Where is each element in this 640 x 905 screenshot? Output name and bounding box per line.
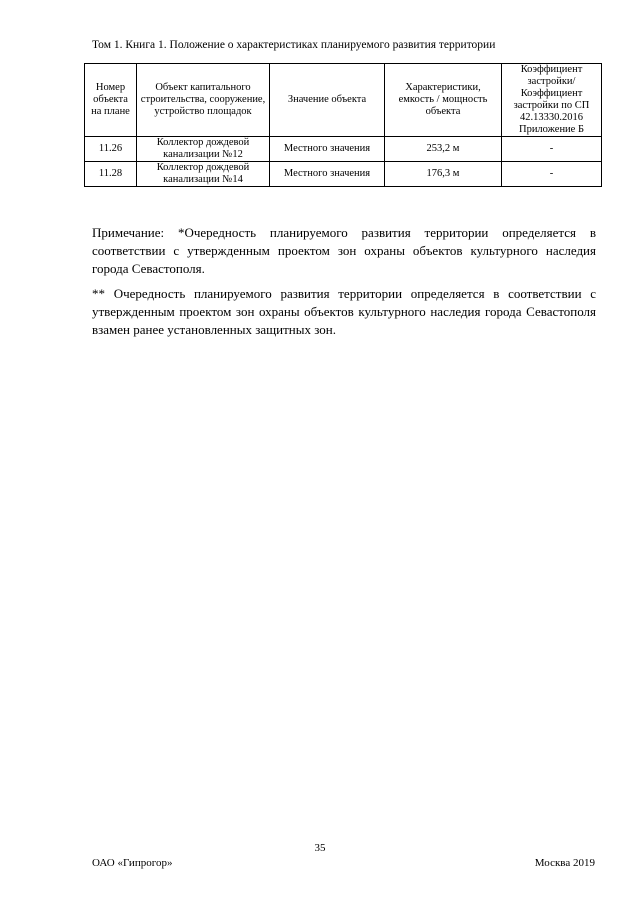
table-row <box>85 162 602 187</box>
footer-organization: ОАО «Гипрогор» <box>92 857 173 869</box>
objects-table <box>84 63 602 187</box>
table-header-row <box>85 64 602 137</box>
page-number: 35 <box>314 842 326 854</box>
column-header-number: Номер объекта на плане <box>85 64 137 137</box>
column-header-significance: Значение объекта <box>270 64 385 137</box>
cell-capacity: 253,2 м <box>385 137 502 162</box>
cell-object: Коллектор дождевой канализации №14 <box>137 162 270 187</box>
cell-significance: Местного значения <box>270 162 385 187</box>
column-header-object: Объект капитального строительства, сооружение, устройство площадок <box>137 64 270 137</box>
note-secondary: ** Очередность планируемого развития территории определяется в соответствии с утвержденным проектом зон охраны объектов культурного наследия города Севастополя взамен ранее установленных защитных зон. <box>92 286 596 337</box>
table-row <box>85 137 602 162</box>
note-primary: Примечание: *Очередность планируемого развития территории определяется в соответствии с утвержденным проектом зон охраны объектов культурного наследия города Севастополя. <box>92 225 596 276</box>
cell-capacity: 176,3 м <box>385 162 502 187</box>
column-header-coefficient: Коэффициент застройки/Коэффициент застройки по СП 42.13330.2016 Приложение Б <box>502 64 602 137</box>
cell-coefficient: - <box>502 162 602 187</box>
footer-city-year: Москва 2019 <box>534 857 595 869</box>
cell-object: Коллектор дождевой канализации №12 <box>137 137 270 162</box>
document-header: Том 1. Книга 1. Положение о характеристиках планируемого развития территории <box>92 39 496 51</box>
column-header-capacity: Характеристики, емкость / мощность объекта <box>385 64 502 137</box>
cell-coefficient: - <box>502 137 602 162</box>
cell-number: 11.28 <box>85 162 137 187</box>
cell-number: 11.26 <box>85 137 137 162</box>
cell-significance: Местного значения <box>270 137 385 162</box>
